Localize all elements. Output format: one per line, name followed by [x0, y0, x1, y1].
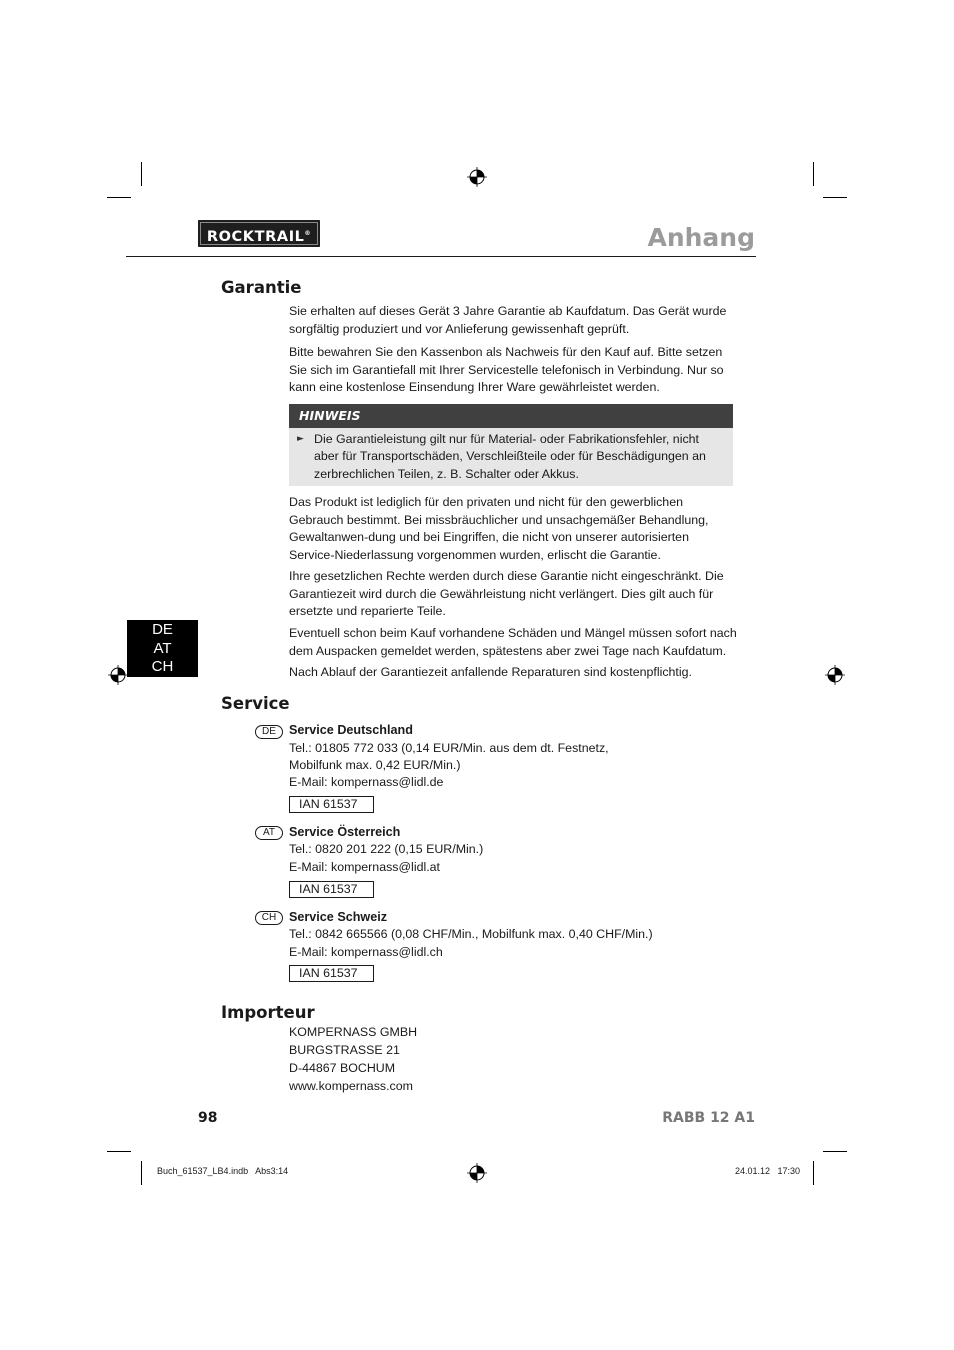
crop-mark	[813, 162, 814, 186]
brand-registered-mark: ®	[304, 230, 312, 237]
crop-mark	[823, 1151, 847, 1152]
registration-mark-icon	[108, 665, 128, 685]
service-title: Service Österreich	[289, 825, 401, 839]
importeur-street: BURGSTRASSE 21	[289, 1043, 400, 1057]
model-number: RABB 12 A1	[662, 1110, 755, 1126]
ian-box: IAN 61537	[289, 965, 374, 982]
garantie-paragraph: Ihre gesetzlichen Rechte werden durch diese Garantie nicht eingeschränkt. Die Garantiezeit wird durch die Gewährleistung nicht verlängert. Dies gilt auch für ersetzte und reparierte Teile.	[289, 569, 724, 619]
page-number: 98	[198, 1110, 218, 1126]
registration-mark-icon	[467, 167, 487, 187]
importeur-website: www.kompernass.com	[289, 1079, 413, 1093]
service-email: E-Mail: kompernass@lidl.ch	[289, 945, 443, 959]
crop-mark	[141, 1161, 142, 1185]
print-slug-file: Buch_61537_LB4.indb Abs3:14	[157, 1166, 289, 1176]
language-tab-item: CH	[151, 658, 174, 675]
importeur-city: D-44867 BOCHUM	[289, 1061, 396, 1075]
note-text: Die Garantieleistung gilt nur für Material- oder Fabrikationsfehler, nicht aber für Transportschäden, Verschleißteile oder für Beschädigungen an zerbrechlichen Teilen, z. B. Schalter oder Akkus.	[314, 432, 706, 481]
crop-mark	[107, 197, 131, 198]
bullet-arrow-icon: ►	[297, 434, 304, 444]
garantie-paragraph: Bitte bewahren Sie den Kassenbon als Nachweis für den Kauf auf. Bitte setzen Sie sich im Garantiefall mit Ihrer Servicestelle telefonisch in Verbindung. Nur so kann eine kostenlose Einsendung Ihrer Ware gewährleistet werden.	[289, 345, 724, 395]
crop-mark	[107, 1151, 131, 1152]
service-phone: Tel.: 01805 772 033 (0,14 EUR/Min. aus dem dt. Festnetz,	[289, 741, 609, 755]
header-divider	[126, 256, 756, 257]
garantie-paragraph: Das Produkt ist lediglich für den privaten und nicht für den gewerblichen Gebrauch bestimmt. Bei missbräuchlicher und unsachgemäßer Behandlung, Gewaltanwen-dung und bei Eingriffen, die nicht von unserer autorisierten Service-Niederlassung vorgenommen wurden, erlischt die Garantie.	[289, 495, 709, 562]
print-slug-date: 24.01.12 17:30	[735, 1166, 801, 1176]
garantie-paragraph: Nach Ablauf der Garantiezeit anfallende Reparaturen sind kostenpflichtig.	[289, 665, 692, 679]
service-phone: Tel.: 0820 201 222 (0,15 EUR/Min.)	[289, 842, 484, 856]
ian-box: IAN 61537	[289, 881, 374, 898]
brand-logo	[198, 220, 320, 247]
country-badge: AT	[255, 826, 283, 840]
country-badge: DE	[255, 725, 283, 739]
garantie-paragraph: Sie erhalten auf dieses Gerät 3 Jahre Garantie ab Kaufdatum. Das Gerät wurde sorgfältig produziert und vor Anlieferung gewissenhaft geprüft.	[289, 304, 727, 336]
service-title: Service Schweiz	[289, 910, 388, 924]
garantie-paragraph: Eventuell schon beim Kauf vorhandene Schäden und Mängel müssen sofort nach dem Auspacken gemeldet werden, spätestens aber zwei Tage nach Kaufdatum.	[289, 626, 737, 658]
brand-name: ROCKTRAIL	[206, 229, 305, 245]
service-phone: Tel.: 0842 665566 (0,08 CHF/Min., Mobilfunk max. 0,40 CHF/Min.)	[289, 927, 653, 941]
language-tab	[127, 620, 198, 677]
ian-box: IAN 61537	[289, 796, 374, 813]
registration-mark-icon	[467, 1163, 487, 1183]
garantie-heading: Garantie	[221, 278, 302, 297]
service-email: E-Mail: kompernass@lidl.de	[289, 775, 444, 789]
crop-mark	[823, 197, 847, 198]
service-title: Service Deutschland	[289, 723, 413, 737]
service-email: E-Mail: kompernass@lidl.at	[289, 860, 440, 874]
service-phone-mobile: Mobilfunk max. 0,42 EUR/Min.)	[289, 758, 461, 772]
crop-mark	[813, 1161, 814, 1185]
crop-mark	[141, 162, 142, 186]
note-label: HINWEIS	[289, 404, 733, 428]
language-tab-item: AT	[153, 639, 172, 657]
language-tab-item: DE	[152, 621, 173, 638]
registration-mark-icon	[825, 665, 845, 685]
note-box	[289, 428, 733, 486]
importeur-heading: Importeur	[221, 1003, 315, 1022]
section-title: Anhang	[647, 223, 755, 252]
country-badge: CH	[255, 911, 283, 925]
importeur-company: KOMPERNASS GMBH	[289, 1025, 418, 1039]
service-heading: Service	[221, 694, 290, 713]
